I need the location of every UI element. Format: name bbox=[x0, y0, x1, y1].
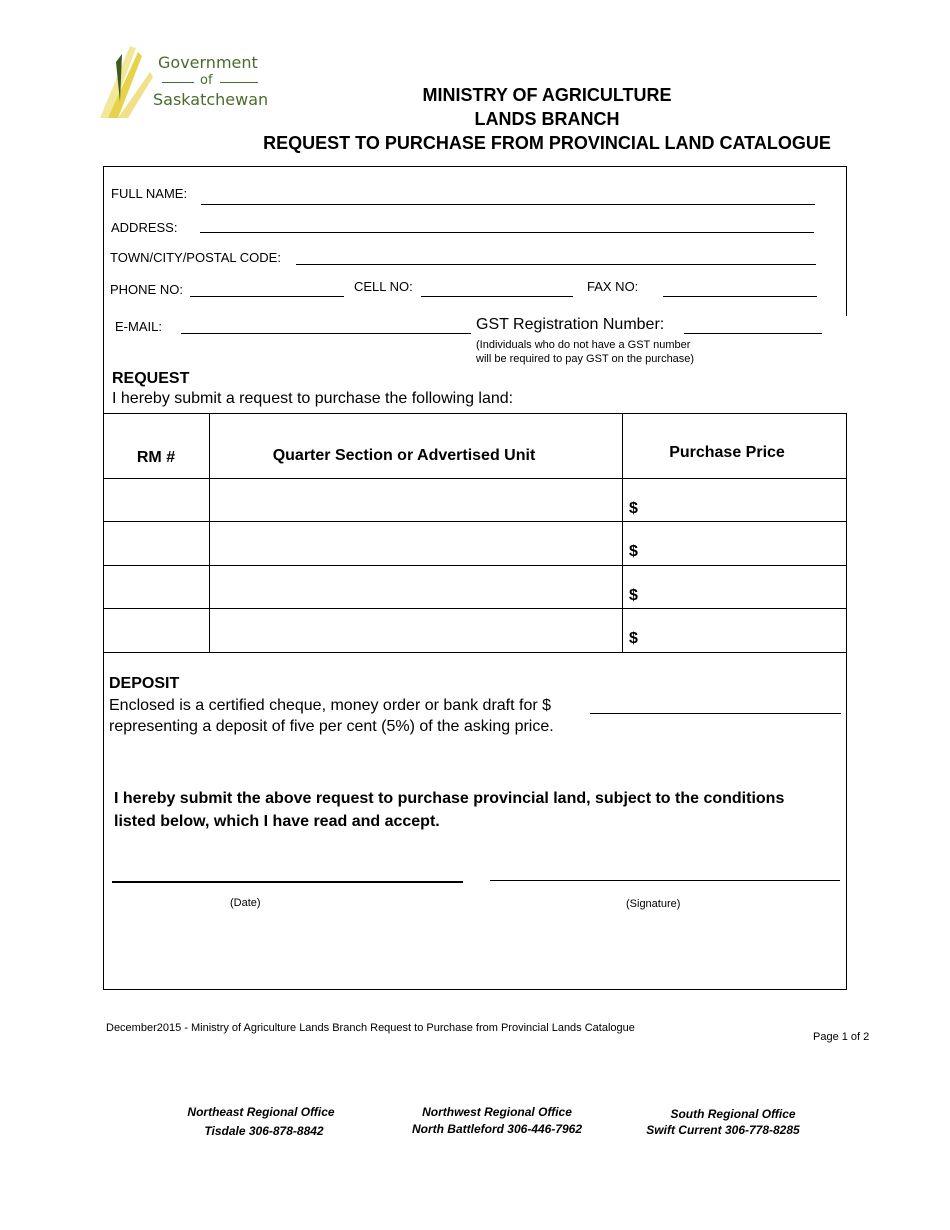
price-prefix: $ bbox=[629, 500, 638, 517]
deposit-line-2: representing a deposit of five per cent (5%) of the asking price. bbox=[109, 718, 554, 735]
south-office-name: South Regional Office bbox=[670, 1107, 796, 1121]
signature-field[interactable] bbox=[490, 880, 840, 881]
declaration-line-1: I hereby submit the above request to purchase provincial land, subject to the conditions bbox=[114, 790, 785, 807]
wheat-logo-icon bbox=[98, 42, 158, 120]
table-row[interactable] bbox=[104, 479, 846, 521]
form-left-border-bottom bbox=[103, 652, 104, 990]
deposit-line-1: Enclosed is a certified cheque, money order or bank draft for $ bbox=[109, 697, 552, 714]
table-row[interactable] bbox=[104, 609, 846, 652]
fax-field[interactable] bbox=[663, 296, 817, 297]
header-branch: LANDS BRANCH bbox=[474, 109, 620, 129]
phone-field[interactable] bbox=[190, 296, 344, 297]
south-office-contact: Swift Current 306-778-8285 bbox=[646, 1123, 800, 1137]
request-intro: I hereby submit a request to purchase the following land: bbox=[112, 390, 514, 407]
logo-rule-right bbox=[220, 82, 258, 83]
col-header-rm: RM # bbox=[136, 449, 176, 466]
fax-label: FAX NO: bbox=[587, 279, 639, 294]
northwest-office-contact: North Battleford 306-446-7962 bbox=[411, 1122, 583, 1136]
town-label: TOWN/CITY/POSTAL CODE: bbox=[110, 250, 281, 265]
northeast-office-name: Northeast Regional Office bbox=[187, 1105, 335, 1119]
declaration-line-2: listed below, which I have read and accept. bbox=[114, 813, 440, 830]
form-left-border-top bbox=[103, 166, 104, 414]
table-top-border bbox=[103, 413, 847, 414]
northwest-office-name: Northwest Regional Office bbox=[422, 1105, 572, 1119]
full-name-label: FULL NAME: bbox=[111, 186, 188, 201]
deposit-amount-field[interactable] bbox=[590, 713, 841, 714]
address-field[interactable] bbox=[200, 232, 814, 233]
full-name-field[interactable] bbox=[201, 204, 815, 205]
header-ministry: MINISTRY OF AGRICULTURE bbox=[422, 85, 672, 105]
gst-field[interactable] bbox=[684, 333, 822, 334]
cell-label: CELL NO: bbox=[354, 279, 413, 294]
page-number: Page 1 of 2 bbox=[813, 1031, 870, 1043]
date-field[interactable] bbox=[112, 881, 463, 883]
gst-note-line-1: (Individuals who do not have a GST number bbox=[476, 339, 691, 351]
phone-label: PHONE NO: bbox=[110, 282, 183, 297]
table-row[interactable] bbox=[104, 522, 846, 565]
town-field[interactable] bbox=[296, 264, 816, 265]
form-right-border-top bbox=[846, 166, 847, 316]
price-prefix: $ bbox=[629, 543, 638, 560]
email-field[interactable] bbox=[181, 333, 471, 334]
col-header-quarter-section: Quarter Section or Advertised Unit bbox=[272, 447, 536, 464]
logo-saskatchewan: Saskatchewan bbox=[153, 90, 269, 109]
logo-of: of bbox=[200, 73, 213, 88]
price-prefix: $ bbox=[629, 587, 638, 604]
northeast-office-contact: Tisdale 306-878-8842 bbox=[204, 1124, 324, 1138]
logo-government: Government bbox=[158, 53, 258, 72]
form-right-border-bottom bbox=[846, 652, 847, 990]
request-heading: REQUEST bbox=[112, 370, 190, 387]
table-right-border bbox=[846, 413, 847, 653]
price-prefix: $ bbox=[629, 630, 638, 647]
page-title: REQUEST TO PURCHASE FROM PROVINCIAL LAND CATALOGUE bbox=[263, 133, 831, 153]
deposit-heading: DEPOSIT bbox=[109, 675, 180, 692]
government-logo bbox=[98, 42, 269, 120]
table-row[interactable] bbox=[104, 566, 846, 608]
col-header-purchase-price: Purchase Price bbox=[669, 444, 785, 461]
logo-rule-left bbox=[162, 82, 194, 83]
address-label: ADDRESS: bbox=[111, 220, 178, 235]
form-bottom-border bbox=[103, 989, 847, 990]
form-top-border bbox=[103, 166, 847, 167]
cell-field[interactable] bbox=[421, 296, 573, 297]
table-bottom-border bbox=[103, 652, 847, 653]
document-reference: December2015 - Ministry of Agriculture Lands Branch Request to Purchase from Provincial Lands Catalogue bbox=[106, 1022, 635, 1034]
gst-note-line-2: will be required to pay GST on the purchase) bbox=[476, 353, 695, 365]
signature-label: (Signature) bbox=[626, 898, 681, 910]
email-label: E-MAIL: bbox=[115, 319, 162, 334]
gst-label: GST Registration Number: bbox=[476, 316, 665, 333]
date-label: (Date) bbox=[230, 897, 261, 909]
